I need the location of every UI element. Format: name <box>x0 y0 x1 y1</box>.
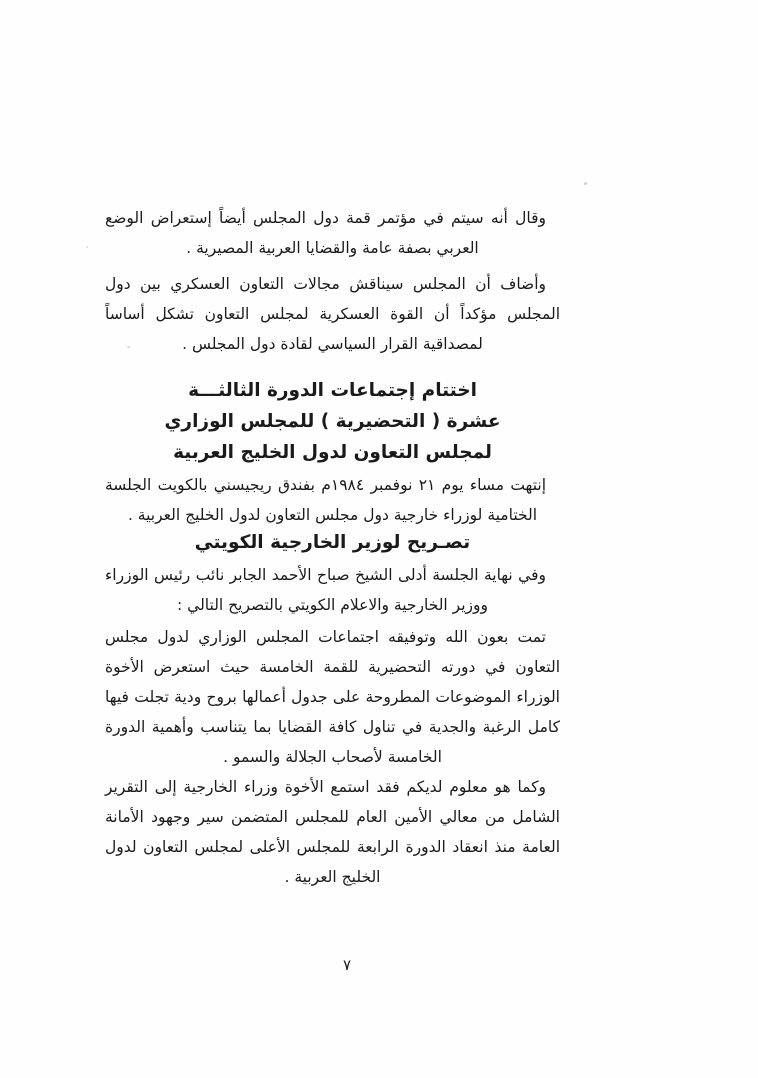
session-closing-paragraph: إنتهت مساء يوم ٢١ نوفمبر ١٩٨٤م بفندق ريجيسني بالكويت الجلسة الختامية لوزراء خارجية دول مجلس التعاون لدول الخليج العربية . <box>105 476 546 524</box>
page-number: ٧ <box>342 956 352 974</box>
intro-paragraph-1: وقال أنه سيتم في مؤتمر قمة دول المجلس أيضاً إستعراض الوضع العربي بصفة عامة والقضايا العربية المصيرية . <box>105 209 546 257</box>
intro-paragraph-2: وأضاف أن المجلس سيناقش مجالات التعاون العسكري بين دول المجلس مؤكداً أن القوة العسكرية لمجلس التعاون تشكل أساساً لمصداقية القرار السياسي لقادة دول المجلس . <box>105 275 560 353</box>
scan-speckle <box>584 182 587 185</box>
statement-heading: تصـريح لوزير الخارجية الكويتي <box>194 532 471 553</box>
section-heading <box>105 375 560 470</box>
statement-paragraph-2: تمت بعون الله وتوفيقه اجتماعات المجلس الوزاري لدول مجلس التعاون في دورته التحضيرية للقمة الخامسة حيث استعرض الأخوة الوزراء الموضوعات المطروحة على جدول أعمالها بروح ودية تجلت فيها كامل الرغبة والجدية في تناول كافة القضايا بما يتناسب وأهمية الدورة الخامسة لأصحاب الجلالة والسمو . <box>105 628 560 766</box>
section-heading-line-3: لمجلس التعاون لدول الخليج العربية <box>173 442 492 463</box>
statement-paragraph-1: وفي نهاية الجلسة أدلى الشيخ صباح الأحمد الجابر نائب رئيس الوزراء ووزير الخارجية والاعلام الكويتي بالتصريح التالي : <box>105 566 546 614</box>
section-heading-line-1: اختتام إجتماعات الدورة الثالثـــة <box>188 380 477 401</box>
section-heading-line-2: عشرة ( التحضيرية ) للمجلس الوزاري <box>164 411 501 432</box>
statement-paragraph-3: وكما هو معلوم لديكم فقد استمع الأخوة وزراء الخارجية إلى التقرير الشامل من معالي الأمين العام للمجلس المتضمن سير وجهود الأمانة العامة منذ انعقاد الدورة الرابعة للمجلس الأعلى لمجلس التعاون لدول الخليج العربية . <box>105 778 560 886</box>
scan-speckle <box>86 246 88 248</box>
text-block <box>105 203 560 896</box>
